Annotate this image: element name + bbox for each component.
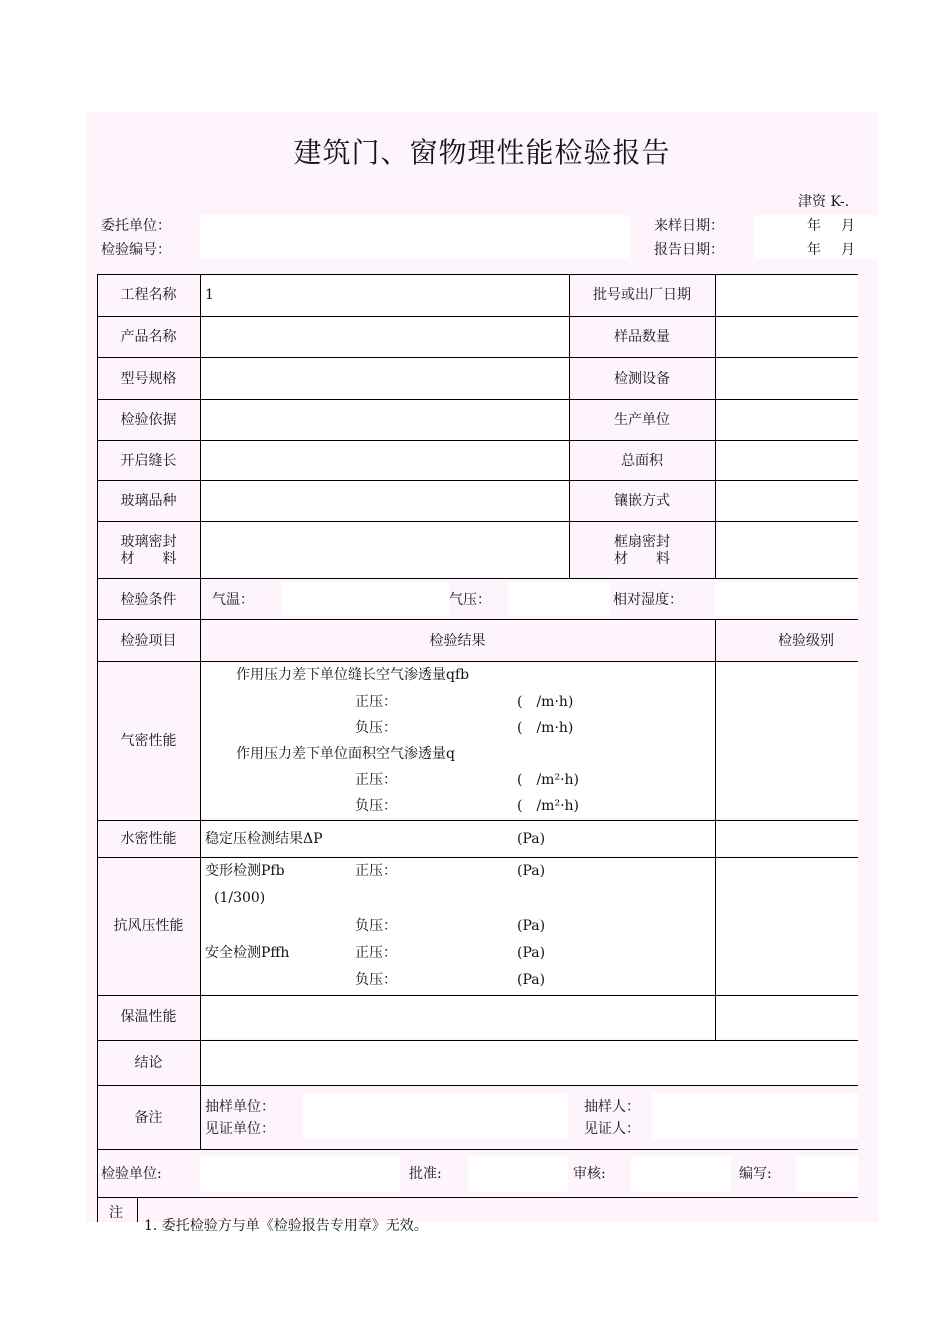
remark-unit-fields[interactable] — [303, 1093, 568, 1139]
test-equipment-label: 检测设备 — [614, 371, 670, 387]
note-label: 注 — [109, 1205, 123, 1221]
sampling-unit-label: 抽样单位： — [205, 1099, 275, 1115]
test-unit-field[interactable] — [200, 1156, 400, 1192]
air-tight-label: 气密性能 — [120, 733, 177, 749]
water-tight-text: 稳定压检测结果ΔP — [205, 831, 323, 847]
client-label: 委托单位： — [101, 218, 171, 234]
info-value-area[interactable] — [201, 276, 569, 578]
air-temp-label: 气温： — [212, 592, 254, 608]
air-tight-line2: 作用压力差下单位面积空气渗透量q — [236, 746, 455, 762]
wind-deform-neg: 负压： — [355, 918, 397, 934]
water-tight-label: 水密性能 — [120, 831, 177, 847]
air-tight-line1: 作用压力差下单位缝长空气渗透量qfb — [236, 667, 470, 683]
sample-date-label: 来样日期： — [654, 218, 724, 234]
test-basis-label: 检验依据 — [120, 412, 177, 428]
sample-qty-label: 样品数量 — [614, 329, 670, 345]
sample-date-month: 月 — [841, 218, 855, 234]
glass-seal-label-1: 玻璃密封 — [120, 534, 177, 550]
humidity-field[interactable] — [715, 582, 858, 616]
wind-label: 抗风压性能 — [113, 918, 184, 934]
conclusion-area[interactable] — [201, 1041, 858, 1085]
total-area-label: 总面积 — [621, 453, 663, 469]
witness-unit-label: 见证单位： — [205, 1121, 275, 1137]
test-unit-label: 检验单位: — [101, 1166, 162, 1182]
wind-safety-neg: 负压： — [355, 972, 397, 988]
product-name-label: 产品名称 — [120, 329, 177, 345]
review-field[interactable] — [631, 1156, 731, 1192]
inlay-method-label: 镶嵌方式 — [614, 493, 670, 509]
open-seam-label: 开启缝长 — [120, 453, 177, 469]
info-right-value-area[interactable] — [716, 276, 858, 578]
air-tight-pos-1: 正压： — [355, 694, 397, 710]
write-field[interactable] — [796, 1156, 858, 1192]
note-text: 1. 委托检验方与单《检验报告专用章》无效。 — [144, 1218, 428, 1234]
report-date-month: 月 — [841, 242, 855, 258]
air-tight-neg-2: 负压： — [355, 798, 397, 814]
insulation-area[interactable] — [201, 996, 858, 1039]
glass-seal-label-2: 材 料 — [120, 551, 177, 567]
water-tight-unit: (Pa) — [517, 831, 546, 847]
witness-label: 见证人： — [584, 1121, 640, 1137]
air-tight-unit-4: ( /m²·h) — [517, 798, 579, 814]
air-tight-unit-3: ( /m²·h) — [517, 772, 579, 788]
remarks-label: 备注 — [134, 1110, 163, 1126]
report-no-label: 检验编号： — [101, 242, 171, 258]
manufacturer-label: 生产单位 — [614, 412, 670, 428]
conclusion-label: 结论 — [134, 1055, 163, 1071]
air-tight-unit-1: ( /m·h) — [517, 694, 574, 710]
review-label: 审核: — [573, 1166, 606, 1182]
test-grade-header: 检验级别 — [778, 633, 834, 649]
glass-type-label: 玻璃品种 — [120, 493, 177, 509]
approve-label: 批准: — [409, 1166, 442, 1182]
wind-safety-pos-unit: (Pa) — [517, 945, 546, 961]
air-tight-result-area — [201, 661, 858, 818]
air-pressure-label: 气压： — [449, 592, 491, 608]
test-conditions-label: 检验条件 — [120, 592, 177, 608]
air-tight-pos-2: 正压： — [355, 772, 397, 788]
wind-safety-pos: 正压： — [355, 945, 397, 961]
doc-code: 津资 K-. — [798, 194, 850, 210]
sampler-label: 抽样人： — [584, 1099, 640, 1115]
air-temp-field[interactable] — [281, 582, 449, 616]
humidity-label: 相对湿度： — [613, 592, 683, 608]
wind-ratio: (1/300) — [214, 890, 266, 906]
wind-deform-pos-unit: (Pa) — [517, 863, 546, 879]
remark-person-fields[interactable] — [652, 1093, 858, 1139]
report-sheet — [86, 112, 878, 1234]
frame-seal-label-1: 框扇密封 — [614, 534, 670, 550]
air-tight-neg-1: 负压： — [355, 720, 397, 736]
wind-deform: 变形检测Pfb — [205, 863, 285, 879]
project-name-label: 工程名称 — [120, 287, 177, 303]
test-result-header: 检验结果 — [429, 633, 486, 649]
frame-seal-label-2: 材 料 — [614, 551, 670, 567]
report-title: 建筑门、窗物理性能检验报告 — [293, 136, 671, 169]
report-date-label: 报告日期： — [654, 242, 724, 258]
insulation-label: 保温性能 — [120, 1009, 177, 1025]
wind-safety: 安全检测Pffh — [205, 945, 290, 961]
model-spec-label: 型号规格 — [120, 371, 177, 387]
batch-date-label: 批号或出厂日期 — [593, 287, 691, 303]
client-field[interactable] — [200, 215, 630, 259]
wind-deform-pos: 正压： — [355, 863, 397, 879]
wind-deform-neg-unit: (Pa) — [517, 918, 546, 934]
report-date-year: 年 — [807, 242, 821, 258]
test-item-header: 检验项目 — [120, 633, 177, 649]
air-tight-unit-2: ( /m·h) — [517, 720, 574, 736]
write-label: 编写: — [739, 1166, 772, 1182]
approve-field[interactable] — [468, 1156, 568, 1192]
project-name-value[interactable]: 1 — [205, 287, 214, 303]
wind-safety-neg-unit: (Pa) — [517, 972, 546, 988]
air-pressure-field[interactable] — [508, 582, 610, 616]
sample-date-year: 年 — [807, 218, 821, 234]
